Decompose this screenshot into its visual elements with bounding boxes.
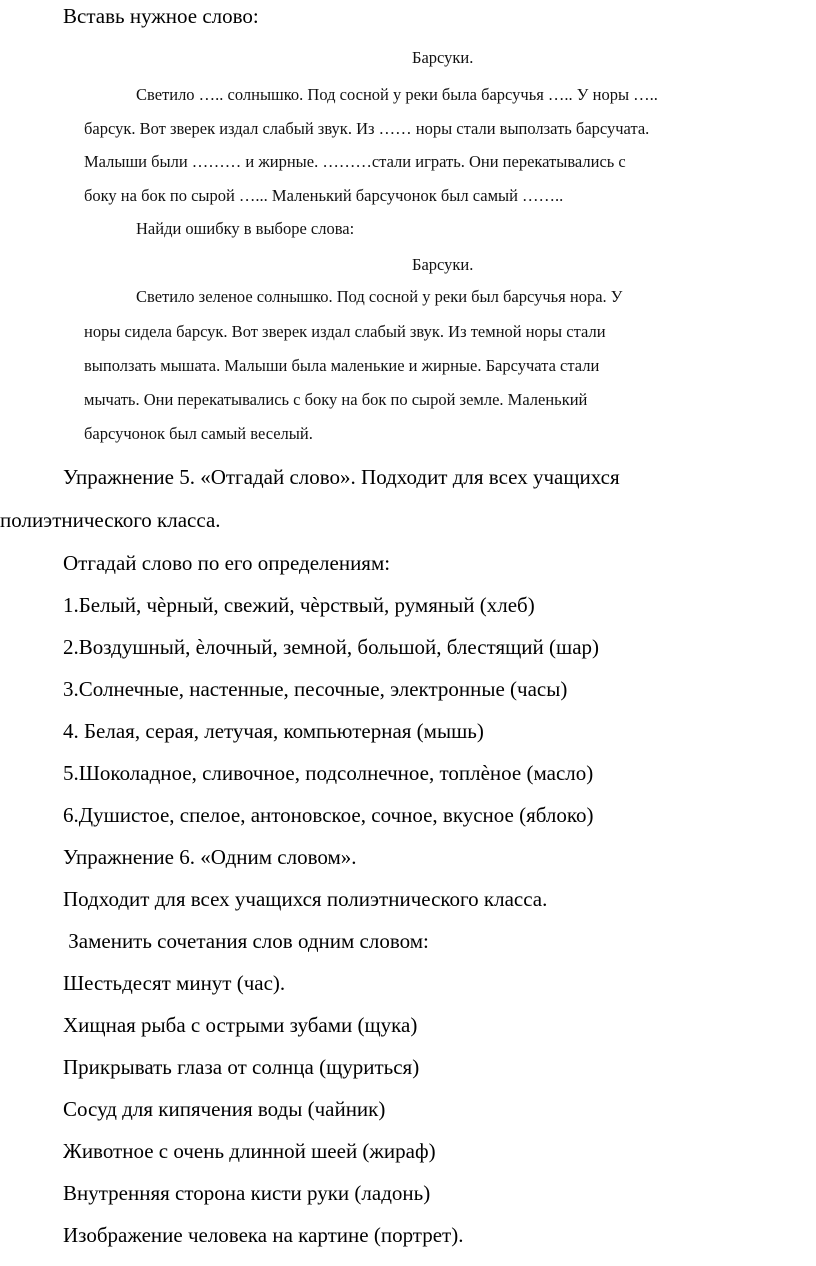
exercise-5-heading-continued: полиэтнического класса. (0, 508, 221, 532)
exercise-6-heading: Упражнение 6. «Одним словом». (63, 845, 357, 869)
exercise-6-item: Шестьдесят минут (час). (63, 971, 286, 995)
exercise-6-suitability: Подходит для всех учащихся полиэтнического класса. (63, 887, 548, 911)
exercise-6-item: Изображение человека на картине (портрет). (63, 1223, 464, 1247)
exercise-6-item: Сосуд для кипячения воды (чайник) (63, 1097, 386, 1121)
exercise-5-instruction: Отгадай слово по его определениям: (63, 551, 391, 575)
exercise-5-heading: Упражнение 5. «Отгадай слово». Подходит для всех учащихся (63, 465, 620, 489)
excerpt-1-task: Найди ошибку в выборе слова: (136, 219, 355, 238)
exercise-6-item: Прикрывать глаза от солнца (щуриться) (63, 1055, 420, 1079)
excerpt-2-line: мычать. Они перекатывались с боку на бок по сырой земле. Маленький (84, 390, 588, 409)
excerpt-1-line: Малыши были ……… и жирные. ………стали играть. Они перекатывались с (84, 152, 626, 171)
exercise-5-item: 3.Солнечные, настенные, песочные, электронные (часы) (63, 677, 568, 701)
excerpt-2-line: норы сидела барсук. Вот зверек издал слабый звук. Из темной норы стали (84, 322, 606, 341)
excerpt-2-line: выползать мышата. Малыши была маленькие и жирные. Барсучата стали (84, 356, 600, 375)
exercise-5-item: 1.Белый, чѐрный, свежий, чѐрствый, румяный (хлеб) (63, 593, 535, 617)
exercise-5-item: 2.Воздушный, ѐлочный, земной, большой, блестящий (шар) (63, 635, 600, 659)
exercise-6-instruction: Заменить сочетания слов одним словом: (63, 929, 429, 953)
excerpt-1-title: Барсуки. (412, 48, 474, 67)
exercise-5-item: 6.Душистое, спелое, антоновское, сочное, вкусное (яблоко) (63, 803, 594, 827)
exercise-6-item: Хищная рыба с острыми зубами (щука) (63, 1013, 418, 1037)
excerpt-1-line: боку на бок по сырой …... Маленький барсучонок был самый …….. (84, 186, 564, 205)
excerpt-1-line: Светило ….. солнышко. Под сосной у реки была барсучья ….. У норы ….. (136, 85, 658, 104)
intro-heading: Вставь нужное слово: (63, 4, 259, 28)
exercise-6-item: Животное с очень длинной шеей (жираф) (63, 1139, 436, 1163)
excerpt-2-title: Барсуки. (412, 255, 474, 274)
excerpt-1-line: барсук. Вот зверек издал слабый звук. Из …… норы стали выползать барсучата. (84, 119, 650, 138)
exercise-5-item: 5.Шоколадное, сливочное, подсолнечное, топлѐное (масло) (63, 761, 594, 785)
excerpt-2-line: Светило зеленое солнышко. Под сосной у реки был барсучья нора. У (136, 287, 623, 306)
exercise-5-item: 4. Белая, серая, летучая, компьютерная (мышь) (63, 719, 484, 743)
excerpt-2-line: барсучонок был самый веселый. (84, 424, 313, 443)
exercise-6-item: Внутренняя сторона кисти руки (ладонь) (63, 1181, 431, 1205)
